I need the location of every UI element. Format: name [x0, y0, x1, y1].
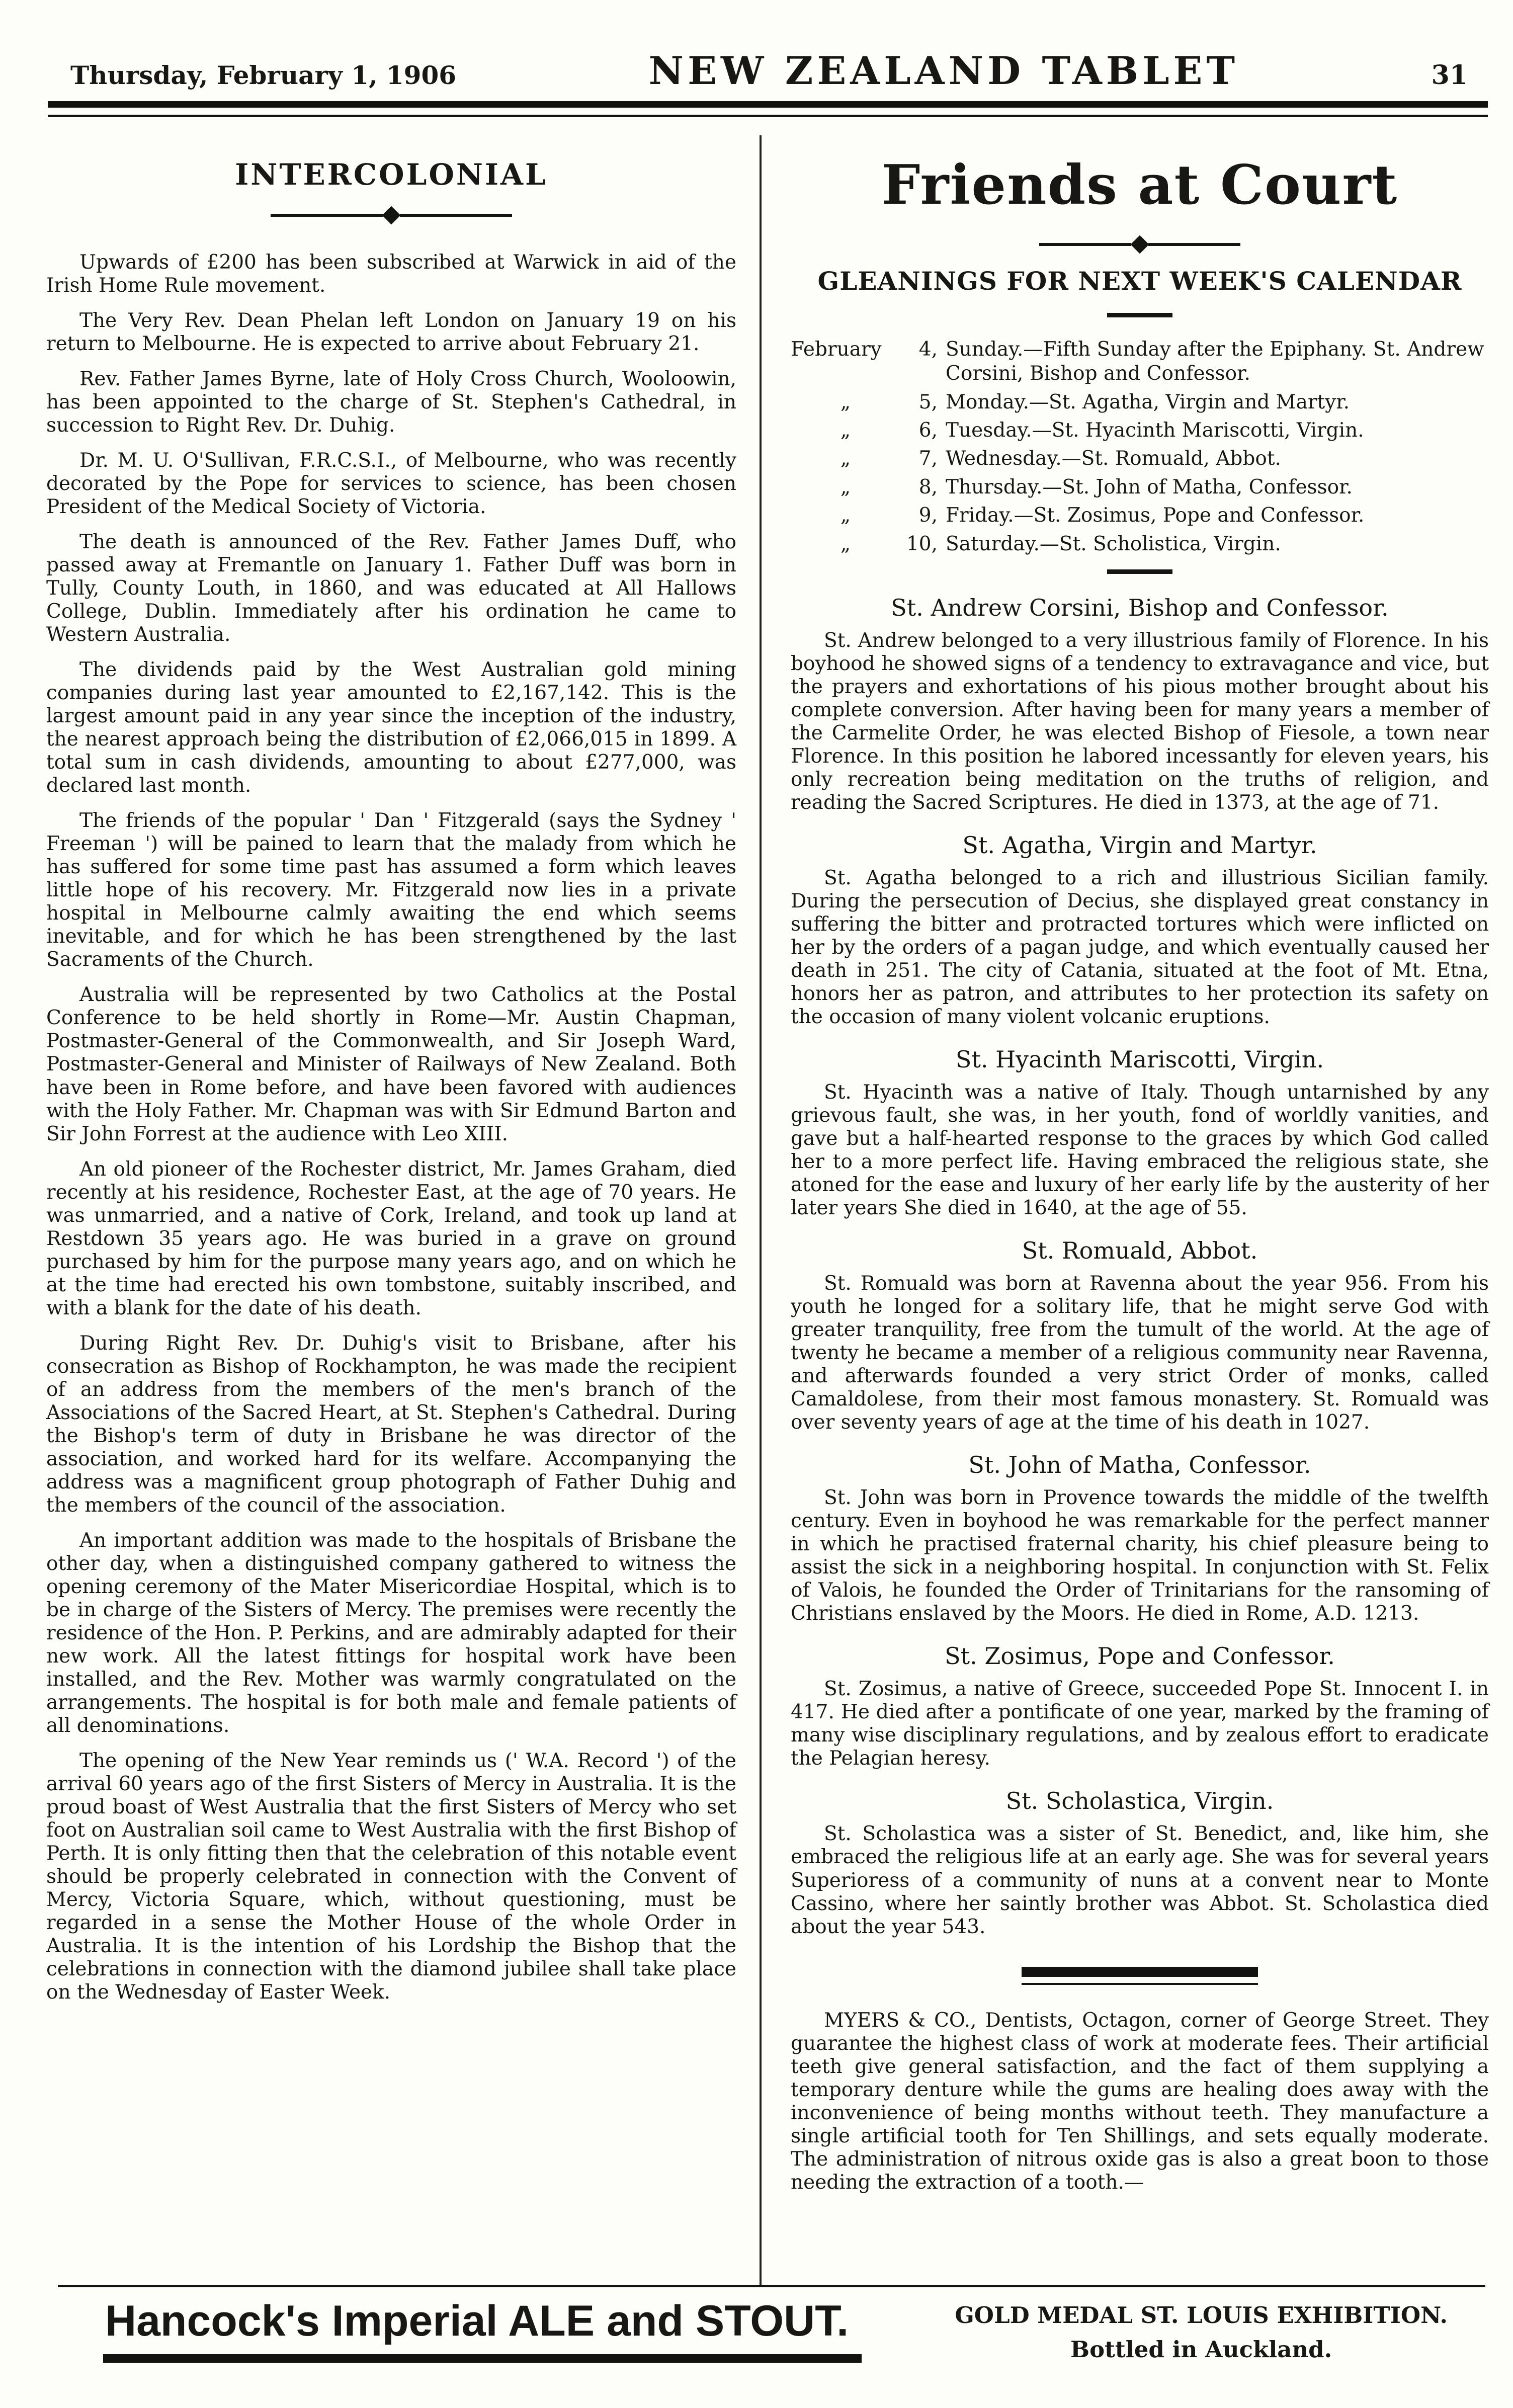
divider-line	[400, 214, 512, 217]
calendar-entry	[791, 338, 1489, 386]
gleanings-subtitle: GLEANINGS FOR NEXT WEEK'S CALENDAR	[817, 266, 1462, 296]
saint-heading: St. Scholastica, Virgin.	[1005, 1787, 1274, 1815]
ornamental-divider	[1039, 238, 1240, 251]
calendar-text: Saturday.—St. Scholistica, Virgin.	[946, 532, 1281, 555]
saint-heading: St. Romuald, Abbot.	[1022, 1237, 1258, 1265]
ornamental-divider	[271, 209, 512, 222]
saint-body: St. Scholastica was a sister of St. Benedict, and, like him, she embraced the religious life at an early age. She was for several years Superioress of a community of nuns at a convent near to Monte Cassino, where her saintly brother was Abbot. St. Scholastica died about the year 543.	[791, 1822, 1489, 1938]
gold-medal-line: GOLD MEDAL ST. LOUIS EXHIBITION.	[955, 2302, 1448, 2329]
news-paragraph: Rev. Father James Byrne, late of Holy Cross Church, Wooloowin, has been appointed to the charge of St. Stephen's Cathedral, in succession to Right Rev. Dr. Duhig.	[46, 368, 736, 437]
header-double-rule	[48, 101, 1488, 117]
calendar-day: 9,	[918, 504, 938, 527]
saint-heading: St. Hyacinth Mariscotti, Virgin.	[955, 1046, 1324, 1073]
calendar-ditto-mark: „	[840, 390, 851, 413]
calendar-text: Sunday.—Fifth Sunday after the Epiphany. St. Andrew Corsini, Bishop and Confessor.	[946, 338, 1484, 385]
diamond-icon	[1131, 235, 1149, 254]
saint-section	[791, 1787, 1489, 1938]
left-column	[46, 135, 760, 2305]
saint-heading: St. Zosimus, Pope and Confessor.	[945, 1642, 1335, 1670]
divider-line	[1039, 243, 1131, 246]
page-number: 31	[1431, 60, 1468, 91]
calendar-ditto-mark: „	[840, 532, 851, 555]
calendar-day: 10,	[906, 532, 938, 555]
friends-at-court-title: Friends at Court	[881, 153, 1398, 217]
calendar-day: 8,	[918, 475, 938, 499]
divider-line	[1148, 243, 1240, 246]
calendar-day: 4,	[918, 338, 938, 361]
news-paragraph: During Right Rev. Dr. Duhig's visit to Brisbane, after his consecration as Bishop of Rockhampton, he was made the recipient of an address from the members of the men's branch of the Associations of the Sacred Heart, at St. Stephen's Cathedral. During the Bishop's term of duty in Brisbane he was director of the association, and worked hard for its welfare. Accompanying the address was a magnificent group photograph of Father Duhig and the members of the council of the association.	[46, 1332, 736, 1517]
saint-heading: St. Agatha, Virgin and Martyr.	[962, 832, 1317, 859]
divider-line	[1022, 1983, 1258, 1985]
calendar-day: 6,	[918, 419, 938, 442]
calendar-entry	[791, 419, 1489, 443]
issue-date: Thursday, February 1, 1906	[70, 60, 457, 90]
masthead-title: NEW ZEALAND TABLET	[648, 48, 1239, 93]
calendar-entry	[791, 532, 1489, 556]
diamond-icon	[382, 206, 401, 225]
calendar-day: 5,	[918, 390, 938, 413]
saint-section	[791, 1046, 1489, 1220]
saint-heading: St. John of Matha, Confessor.	[968, 1451, 1311, 1479]
calendar-text: Friday.—St. Zosimus, Pope and Confessor.	[946, 504, 1365, 527]
calendar-entry	[791, 475, 1489, 500]
news-paragraph: The death is announced of the Rev. Father James Duff, who passed away at Fremantle on January 1. Father Duff was born in Tully, County Louth, in 1860, and was educated at All Hallows College, Dublin. Immediately after his ordination he came to Western Australia.	[46, 531, 736, 646]
myers-dentists-advert: MYERS & CO., Dentists, Octagon, corner of George Street. They guarantee the highest class of work at moderate fees. Their artificial teeth give general satisfaction, and the fact of them supplying a temporary denture while the gums are healing does away with the inconvenience of being months without teeth. They manufacture a single artificial tooth for Ten Shillings, and sets equally moderate. The administration of nitrous oxide gas is also a great boon to those needing the extraction of a tooth.—	[791, 2009, 1489, 2194]
bottled-in-auckland-line: Bottled in Auckland.	[1070, 2336, 1332, 2363]
calendar-text: Thursday.—St. John of Matha, Confessor.	[946, 475, 1353, 499]
intercolonial-section-title: INTERCOLONIAL	[235, 157, 548, 192]
news-paragraph: An old pioneer of the Rochester district, Mr. James Graham, died recently at his residence, Rochester East, at the age of 70 years. He was unmarried, and a native of Cork, Ireland, and took up land at Restdown 35 years ago. He was buried in a grave on ground purchased by him for the purpose many years ago, and on which he at the time had erected his own tombstone, suitably inscribed, and with a blank for the date of his death.	[46, 1157, 736, 1319]
saint-body: St. Romuald was born at Ravenna about the year 956. From his youth he longed for a solitary life, that he might serve God with greater tranquility, free from the tumult of the world. At the age of twenty he became a member of a religious community near Ravenna, and afterwards founded a very strict Order of monks, called Camaldolese, from their most famous monastery. St. Romuald was over seventy years of age at the time of his death in 1027.	[791, 1272, 1489, 1434]
saint-body: St. Andrew belonged to a very illustrious family of Florence. In his boyhood he showed signs of a tendency to extravagance and vice, but the prayers and exhortations of his pious mother brought about his complete conversion. After having been for many years a member of the Carmelite Order, he was elected Bishop of Fiesole, a town near Florence. In this position he labored incessantly for eleven years, his only recreation being meditation on the truths of religion, and reading the Sacred Scriptures. He died in 1373, at the age of 71.	[791, 629, 1489, 814]
page-header	[0, 0, 1513, 93]
saint-section	[791, 1451, 1489, 1625]
gold-medal-advert	[955, 2296, 1478, 2366]
news-paragraph: The Very Rev. Dean Phelan left London on January 19 on his return to Melbourne. He is expected to arrive about February 21.	[46, 309, 736, 356]
right-column	[760, 135, 1489, 2305]
news-paragraph: The dividends paid by the West Australian gold mining companies during last year amounted to £2,167,142. This is the largest amount paid in any year since the inception of the industry, the nearest approach being the distribution of £2,066,015 in 1899. A total sum in cash dividends, amounting to about £277,000, was declared last month.	[46, 658, 736, 797]
calendar-text: Monday.—St. Agatha, Virgin and Martyr.	[946, 390, 1350, 413]
calendar-text: Tuesday.—St. Hyacinth Mariscotti, Virgin.	[946, 419, 1364, 442]
divider-bar	[1022, 1967, 1258, 1977]
calendar-text: Wednesday.—St. Romuald, Abbot.	[946, 447, 1281, 470]
divider-line	[271, 214, 383, 217]
calendar-ditto-mark: „	[840, 419, 851, 442]
saint-section	[791, 1237, 1489, 1434]
calendar-ditto-mark: „	[840, 475, 851, 499]
calendar-list	[791, 338, 1489, 556]
saint-body: St. Zosimus, a native of Greece, succeeded Pope St. Innocent I. in 417. He died after a pontificate of one year, marked by the framing of many wise disciplinary regulations, and by zealous effort to eradicate the Pelagian heresy.	[791, 1678, 1489, 1770]
short-rule	[1107, 313, 1172, 317]
calendar-entry	[791, 447, 1489, 471]
short-rule	[1107, 569, 1172, 574]
saint-body: St. Agatha belonged to a rich and illustrious Sicilian family. During the persecution of Decius, she displayed great constancy in suffering the bitter and protracted tortures which were inflicted on her by the orders of a pagan judge, and which eventually caused her death in 251. The city of Catania, situated at the foot of Mt. Etna, honors her as patron, and attributes to her protection its safety on the occasion of many violent volcanic eruptions.	[791, 867, 1489, 1029]
calendar-entry	[791, 390, 1489, 414]
news-paragraph: Dr. M. U. O'Sullivan, F.R.C.S.I., of Melbourne, who was recently decorated by the Pope for services to science, has been chosen President of the Medical Society of Victoria.	[46, 449, 736, 519]
news-paragraph: Australia will be represented by two Catholics at the Postal Conference to be held shortly in Rome—Mr. Austin Chapman, Postmaster-General of the Commonwealth, and Sir Joseph Ward, Postmaster-General and Minister of Railways of New Zealand. Both have been in Rome before, and have been favored with audiences with the Holy Father. Mr. Chapman was with Sir Edmund Barton and Sir John Forrest at the audience with Leo XIII.	[46, 983, 736, 1145]
calendar-entry	[791, 504, 1489, 528]
hancocks-ale-stout-advert: Hancock's Imperial ALE and STOUT.	[103, 2296, 862, 2363]
footer-content	[0, 2287, 1513, 2366]
heavy-divider	[1022, 1967, 1258, 1985]
calendar-month: February	[791, 338, 882, 361]
calendar-ditto-mark: „	[840, 447, 851, 470]
calendar-ditto-mark: „	[840, 504, 851, 527]
page-footer	[0, 2285, 1513, 2408]
saint-body: St. John was born in Provence towards the middle of the twelfth century. Even in boyhood he was remarkable for the perfect manner in which he practised fraternal charity, his chief pleasure being to assist the sick in a neighboring hospital. In conjunction with St. Felix of Valois, he founded the Order of Trinitarians for the ransoming of Christians enslaved by the Moors. He died in Rome, A.D. 1213.	[791, 1486, 1489, 1625]
news-paragraph: An important addition was made to the hospitals of Brisbane the other day, when a distinguished company gathered to witness the opening ceremony of the Mater Misericordiae Hospital, which is to be in charge of the Sisters of Mercy. The premises were recently the residence of the Hon. P. Perkins, and are admirably adapted for their new work. All the latest fittings for hospital work have been installed, and the Rev. Mother was warmly congratulated on the arrangements. The hospital is for both male and female patients of all denominations.	[46, 1529, 736, 1737]
saint-body: St. Hyacinth was a native of Italy. Though untarnished by any grievous fault, she was, in her youth, fond of worldly vanities, and gave but a half-hearted response to the graces by which God called her to a more perfect life. Having embraced the religious state, she atoned for the ease and luxury of her early life by the austerity of her later years She died in 1640, at the age of 55.	[791, 1081, 1489, 1220]
news-paragraph: The friends of the popular ' Dan ' Fitzgerald (says the Sydney ' Freeman ') will be pained to learn that the malady from which he has suffered for some time past has assumed a form which leaves little hope of his recovery. Mr. Fitzgerald now lies in a private hospital in Melbourne calmly awaiting the end which seems inevitable, and for which he has been strengthened by the last Sacraments of the Church.	[46, 809, 736, 971]
news-paragraph: The opening of the New Year reminds us (' W.A. Record ') of the arrival 60 years ago of the first Sisters of Mercy in Australia. It is the proud boast of West Australia that the first Sisters of Mercy who set foot on Australian soil came to West Australia with the first Bishop of Perth. It is only fitting then that the celebration of this notable event should be properly celebrated in connection with the Convent of Mercy, Victoria Square, which, without questioning, must be regarded in a sense the Mother House of the whole Order in Australia. It is the intention of his Lordship the Bishop that the celebrations in connection with the diamond jubilee shall take place on the Wednesday of Easter Week.	[46, 1749, 736, 2004]
columns-container	[0, 117, 1513, 2305]
saint-section	[791, 832, 1489, 1029]
news-paragraph: Upwards of £200 has been subscribed at Warwick in aid of the Irish Home Rule movement.	[46, 251, 736, 297]
calendar-day: 7,	[918, 447, 938, 470]
saint-section	[791, 1642, 1489, 1770]
saint-heading: St. Andrew Corsini, Bishop and Confessor.	[891, 594, 1389, 621]
saint-section	[791, 594, 1489, 814]
